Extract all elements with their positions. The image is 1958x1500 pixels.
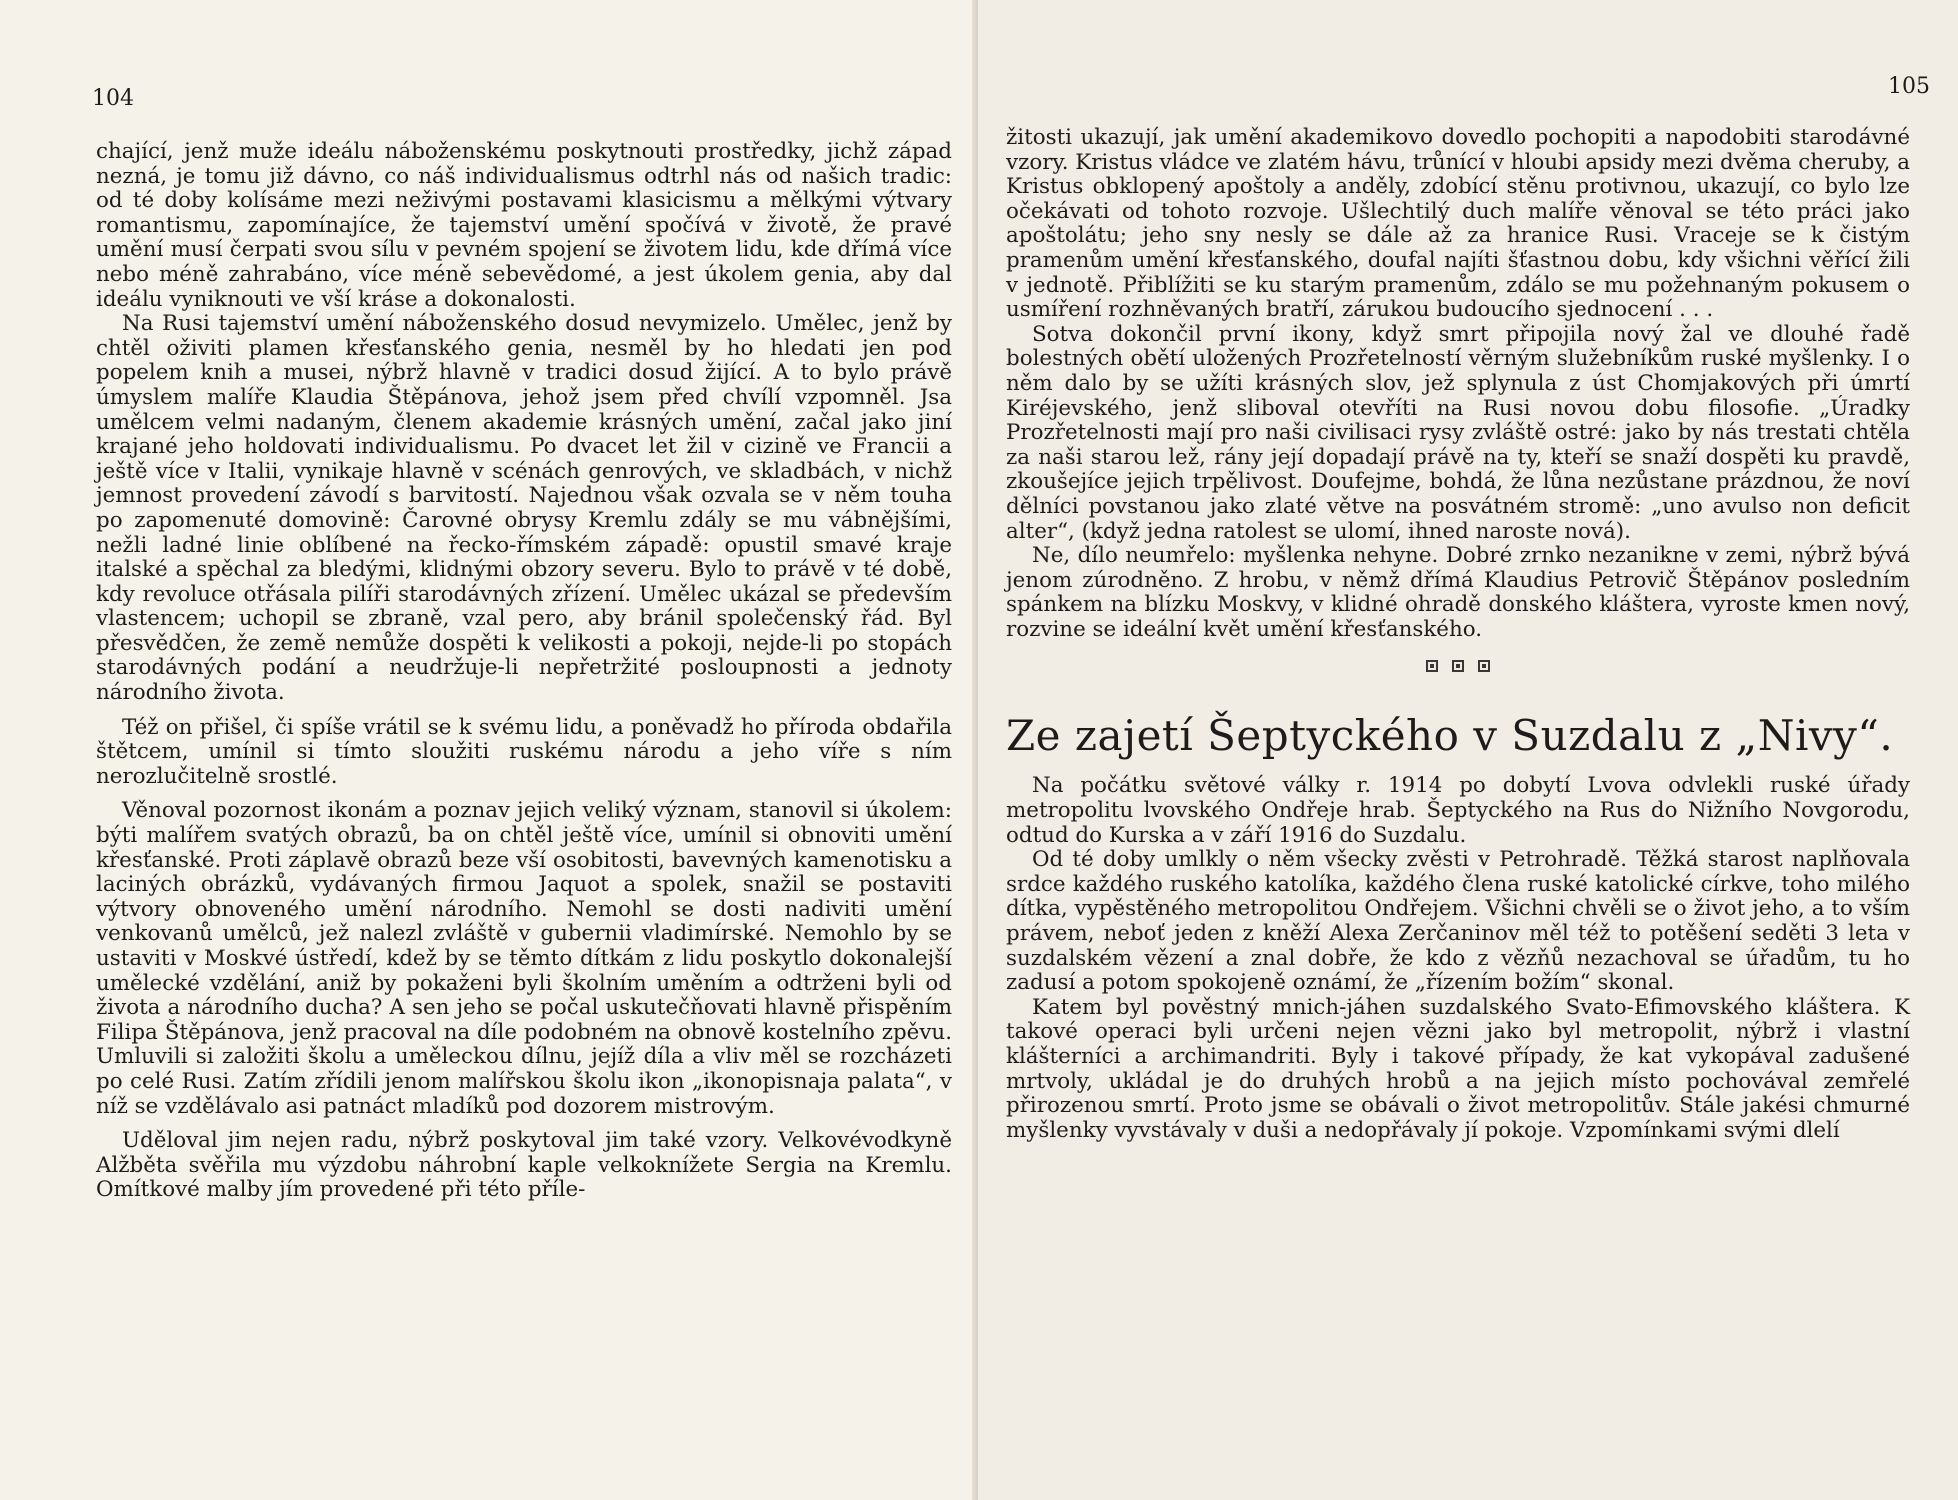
paragraph: Uděloval jim nejen radu, nýbrž poskytoval jim také vzory. Velkovévodkyně Alžběta svěřila mu výzdobu náhrobní kaple velkoknížete Sergia na Kremlu. Omítkové malby jím provedené při této příle- — [96, 1128, 952, 1203]
square-ornament-icon — [1452, 660, 1464, 672]
paragraph: Od té doby umlkly o něm všecky zvěsti v Petrohradě. Těžká starost naplňovala srdce každého ruského katolíka, každého člena ruské katolické církve, toho milého dítka, vypěstěného metropolitou Ondřejem. Všichni chvěli se o život jeho, a to vším právem, neboť jeden z kněží Alexa Zerčaninov měl též to potěšení seděti 3 leta v suzdalském vězení a znal dobře, že kdo z vězňů nezachoval se úřadům, tu ho zadusí a potom spokojeně oznámí, že „řízením božím“ skonal. — [1006, 847, 1910, 996]
article-heading: Ze zajetí Šeptyckého v Suzdalu z „Nivy“. — [1006, 711, 1894, 761]
paragraph: Na Rusi tajemství umění náboženského dosud nevymizelo. Umělec, jenž by chtěl oživiti plamen křesťanského genia, nesměl by ho hledati jen pod popelem knih a musei, nýbrž hlavně v tradici dosud žijící. A to bylo právě úmyslem malíře Klaudia Štěpánova, jehož jsem před chvílí vzpomněl. Jsa umělcem velmi nadaným, členem akademie krásných umění, začal jako jiní krajané jeho holdovati individualismu. Po dvacet let žil v cizině ve Francii a ještě více v Italii, vynikaje hlavně v scénách genrových, ve skladbách, v nichž jemnost provedení závodí s barvitostí. Najednou však ozvala se v něm touha po zapomenuté domovině: Čarovné obrysy Kremlu zdály se mu vábnějšími, nežli ladné linie oblíbené na řecko-římském západě: opustil smavé kraje italské a spěchal za bledými, klidnými obzory severu. Bylo to právě v té době, kdy revoluce otřásala pilíři starodávných zřízení. Umělec ukázal se především vlastencem; uchopil se zbraně, vzal pero, aby bránil společenský řád. Byl přesvědčen, že země nemůže dospěti k velikosti a pokoji, nejde-li po stopách starodávných podání a neudržuje-li nepřetržité posloupnosti a jednoty národního života. — [96, 311, 952, 706]
paragraph: chající, jenž muže ideálu náboženskému poskytnouti prostředky, jichž západ nezná, je tomu již dávno, co náš individualismus odtrhl nás od našich tradic: od té doby kolísáme mezi neživými postavami klasicismu a mělkými výtvary romantismu, zapomínajíce, že tajemství umění spočívá v životě, že pravé umění musí čerpati svou sílu v pevném spojení se životem lidu, kde dřímá více nebo méně zahrabáno, více méně sebevědomé, a jest úkolem genia, aby dal ideálu vyniknouti ve vší kráse a dokonalosti. — [96, 139, 952, 312]
paragraph: Sotva dokončil první ikony, když smrt připojila nový žal ve dlouhé řadě bolestných obětí uložených Prozřetelností věrným služebníkům ruské myšlenky. I o něm dalo by se užíti krásných slov, jež splynula z úst Chomjakových při úmrtí Kiréjevského, jenž sliboval otevříti na Rusi novou dobu filosofie. „Úradky Prozřetelnosti mají pro naši civilisaci rysy zvláště ostré: jako by nás trestati chtěla za naši starou lež, rány její dopadají právě na ty, kteří se snaží dospěti ku pravdě, zkoušejíce jejich trpělivost. Doufejme, bohdá, že lůna nezůstane prázdnou, že noví dělníci povstanou jako zlaté větve na posvátném stromě: „uno avulso non deficit alter“, (když jedna ratolest se ulomí, ihned naroste nová). — [1006, 321, 1910, 544]
page-number: 104 — [92, 86, 134, 111]
page-number: 105 — [1888, 74, 1930, 99]
paragraph: Věnoval pozornost ikonám a poznav jejich veliký význam, stanovil si úkolem: býti malířem svatých obrazů, ba on chtěl ještě více, umínil si obnoviti umění křesťanské. Proti záplavě obrazů beze vší osobitosti, bavevných kamenotisku a laciných obrázků, vydávaných firmou Jaquot a spolek, snažil se postaviti výtvory obnoveného umění národního. Nemohl se dosti nadiviti umění venkovanů umělců, jež nalezl zvláště v gubernii vladimírské. Nemohlo by se ustaviti v Moskvé ústředí, kdež by se těmto dítkám z lidu poskytlo dokonalejší umělecké vzdělání, aniž by pokaženi byli školním uměním a odtrženi byli od života a národního ducha? A sen jeho se počal uskutečňovati hlavně přispěním Filipa Štěpánova, jenž pracoval na díle podobném na obnově kostelního zpěvu. Umluvili si založiti školu a uměleckou dílnu, jejíž díla a vliv měl se rozcházeti po celé Rusi. Zatím zřídili jenom malířskou školu ikon „ikonopisnaja palata“, v níž se vzdělávalo asi patnáct mladíků pod dozorem mistrovým. — [96, 798, 952, 1119]
paragraph: Na počátku světové války r. 1914 po dobytí Lvova odvlekli ruské úřady metropolitu lvovského Ondřeje hrab. Šeptyckého na Rus do Nižního Novgorodu, odtud do Kurska a v září 1916 do Suzdalu. — [1006, 773, 1910, 848]
text-column — [1006, 126, 1910, 1143]
section-ornament — [1006, 660, 1910, 672]
paragraph: žitosti ukazují, jak umění akademikovo dovedlo pochopiti a napodobiti starodávné vzory. Kristus vládce ve zlatém hávu, trůnící v hloubi apsidy mezi dvěma cheruby, a Kristus obklopený apoštoly a anděly, zdobící stěnu protivnou, ukazují, co bylo lze očekávati od tohoto rozvoje. Ušlechtilý duch malíře věnoval se této práci jako apoštolátu; jeho sny nesly se dále až za hranice Rusi. Vraceje se k čistým pramenům umění křesťanského, doufal najíti šťastnou dobu, kdy všichni věřící žili v jednotě. Přiblížiti se ku starým pramenům, zdálo se mu požehnaným pokusem o usmíření rozhněvaných bratří, zárukou budoucího sjednocení . . . — [1006, 125, 1911, 323]
right-page — [978, 0, 1958, 1500]
paragraph: Katem byl pověstný mnich-jáhen suzdalského Svato-Efimovského kláštera. K takové operaci byli určeni nejen vězni jako byl metropolit, nýbrž i vlastní klášterníci a archimandriti. Byly i takové případy, že kat vykopával zadušené mrtvoly, ukládal je do druhých hrobů a na jejich místo pochovával zemřelé přirozenou smrtí. Proto jsme se obávali o život metropolitův. Stále jakési chmurné myšlenky vyvstávaly v duši a nedopřávaly jí pokoje. Vzpomínkami svými dlelí — [1006, 994, 1910, 1143]
square-ornament-icon — [1478, 660, 1490, 672]
paragraph: Též on přišel, či spíše vrátil se k svému lidu, a poněvadž ho příroda obdařila štětcem, umínil si tímto sloužiti ruskému národu a jeho víře s ním nerozlučitelně srostlé. — [96, 714, 952, 789]
left-page — [0, 0, 978, 1500]
square-ornament-icon — [1426, 660, 1438, 672]
paragraph: Ne, dílo neumřelo: myšlenka nehyne. Dobré zrnko nezanikne v zemi, nýbrž bývá jenom zúrodněno. Z hrobu, v němž dřímá Klaudius Petrovič Štěpánov posledním spánkem na blízku Moskvy, v klidné ohradě donského kláštera, vyroste kmen nový, rozvine se ideální květ umění křesťanského. — [1006, 543, 1910, 642]
text-column — [96, 140, 952, 1203]
